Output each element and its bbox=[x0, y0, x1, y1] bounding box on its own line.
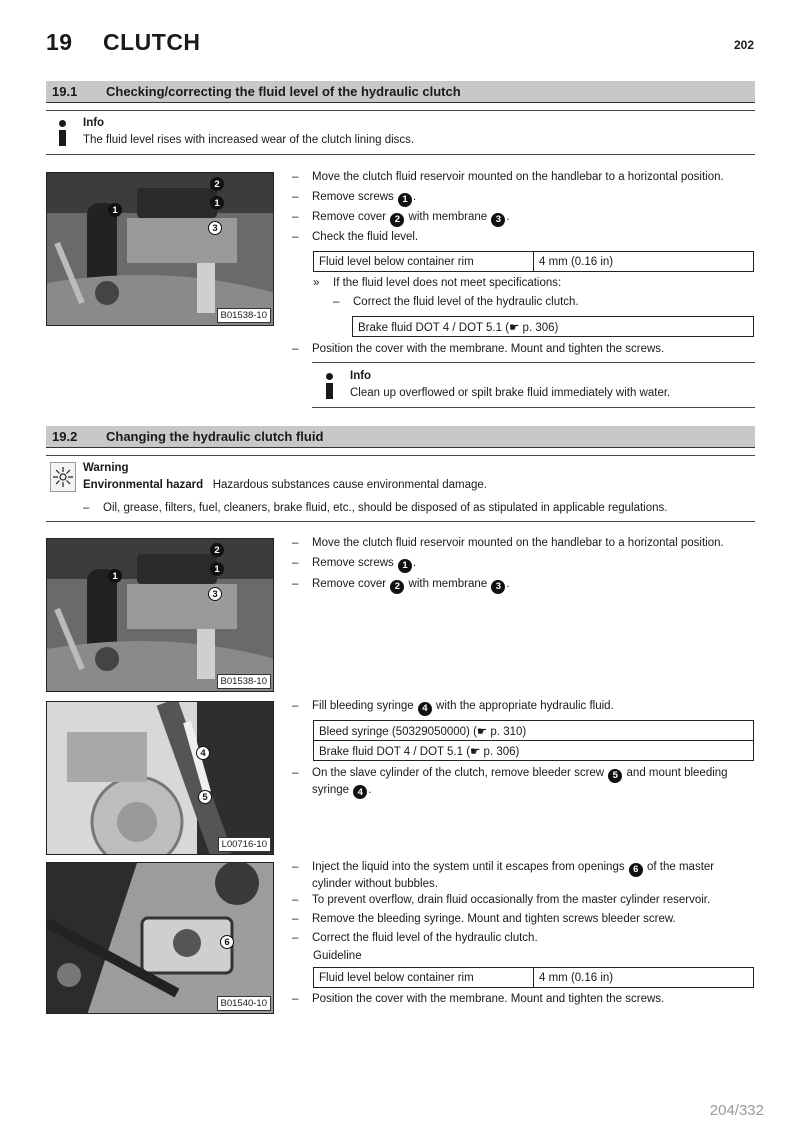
spec-label: Fluid level below container rim bbox=[314, 968, 534, 988]
info-icon bbox=[50, 117, 74, 147]
spec-bleed-syringe: Bleed syringe (50329050000) (☛ p. 310) bbox=[314, 721, 754, 741]
marker-2: 2 bbox=[390, 213, 404, 227]
info-title: Info bbox=[83, 117, 105, 129]
marker-1: 1 bbox=[398, 193, 412, 207]
divider bbox=[46, 521, 755, 522]
divider bbox=[312, 362, 755, 363]
photo-label: B01538-10 bbox=[217, 674, 271, 689]
info-icon bbox=[317, 370, 341, 400]
step-item: – On the slave cylinder of the clutch, remove bleeder screw 5 and mount bleeding syringe 4 . bbox=[292, 767, 728, 798]
divider bbox=[46, 110, 755, 111]
marker-2: 2 bbox=[210, 177, 224, 191]
photo-label: B01538-10 bbox=[217, 308, 271, 323]
marker-3: 3 bbox=[208, 587, 222, 601]
fluid-spec: Brake fluid DOT 4 / DOT 5.1 (☛ p. 306) bbox=[353, 317, 754, 337]
page-number: 202 bbox=[733, 38, 754, 52]
section-header-19-1 bbox=[46, 81, 755, 103]
marker-4: 4 bbox=[353, 785, 367, 799]
step-item: – To prevent overflow, drain fluid occasionally from the master cylinder reservoir. bbox=[292, 894, 711, 906]
photo-slave-cylinder bbox=[46, 701, 274, 855]
marker-4: 4 bbox=[418, 702, 432, 716]
warning-hazard-line: Environmental hazard Hazardous substances cause environmental damage. bbox=[83, 479, 487, 491]
marker-5: 5 bbox=[608, 769, 622, 783]
spec-value: 4 mm (0.16 in) bbox=[534, 968, 754, 988]
marker-1: 1 bbox=[108, 569, 122, 583]
marker-5: 5 bbox=[198, 790, 212, 804]
spec-table bbox=[313, 251, 754, 272]
marker-2: 2 bbox=[390, 580, 404, 594]
step-item: – Move the clutch fluid reservoir mounted on the handlebar to a horizontal position. bbox=[292, 171, 724, 183]
step-item: – Remove cover 2 with membrane 3 . bbox=[292, 211, 510, 225]
step-item: – Inject the liquid into the system until it escapes from openings 6 of the master cylinder without bubbles. bbox=[292, 861, 715, 890]
spec-table bbox=[313, 967, 754, 988]
divider bbox=[46, 455, 755, 456]
environment-hazard-icon bbox=[50, 462, 76, 492]
step-item: – Fill bleeding syringe 4 with the appropriate hydraulic fluid. bbox=[292, 700, 614, 714]
photo-label: L00716-10 bbox=[218, 837, 271, 852]
engine-illustration bbox=[47, 702, 274, 855]
tools-spec-table bbox=[313, 720, 754, 761]
spec-label: Fluid level below container rim bbox=[314, 252, 534, 272]
step-item: – Remove cover 2 with membrane 3 . bbox=[292, 578, 510, 592]
photo-clutch-reservoir-2 bbox=[46, 538, 274, 692]
marker-6: 6 bbox=[629, 863, 643, 877]
step-item: – Remove screws 1 . bbox=[292, 557, 417, 571]
step-item: – Check the fluid level. bbox=[292, 231, 419, 243]
marker-1: 1 bbox=[108, 203, 122, 217]
step-item: – Move the clutch fluid reservoir mounted on the handlebar to a horizontal position. bbox=[292, 537, 724, 549]
marker-3: 3 bbox=[491, 580, 505, 594]
section-title: Checking/correcting the fluid level of the hydraulic clutch bbox=[106, 84, 461, 99]
marker-3: 3 bbox=[491, 213, 505, 227]
master-cylinder-illustration bbox=[47, 863, 274, 1014]
divider bbox=[312, 407, 755, 408]
sub-step-item: – Correct the fluid level of the hydraulic clutch. bbox=[333, 296, 579, 308]
chapter-number: 19 bbox=[46, 29, 73, 55]
divider bbox=[46, 154, 755, 155]
section-number: 19.1 bbox=[52, 84, 78, 99]
section-title: Changing the hydraulic clutch fluid bbox=[106, 429, 324, 444]
spec-brake-fluid: Brake fluid DOT 4 / DOT 5.1 (☛ p. 306) bbox=[314, 741, 754, 761]
info-text: The fluid level rises with increased wear of the clutch lining discs. bbox=[83, 134, 415, 146]
step-item: – Remove the bleeding syringe. Mount and tighten screws bleeder screw. bbox=[292, 913, 676, 925]
marker-1: 1 bbox=[210, 196, 224, 210]
warning-item: – Oil, grease, filters, fuel, cleaners, brake fluid, etc., should be disposed of as stipulated in applicable regulations. bbox=[83, 502, 668, 514]
condition-item: » If the fluid level does not meet specifications: bbox=[313, 277, 562, 289]
info-text: Clean up overflowed or spilt brake fluid immediately with water. bbox=[350, 387, 671, 399]
chapter-title: CLUTCH bbox=[103, 29, 201, 55]
step-item: – Remove screws 1 . bbox=[292, 191, 417, 205]
marker-3: 3 bbox=[208, 221, 222, 235]
step-item: – Position the cover with the membrane. Mount and tighten the screws. bbox=[292, 343, 665, 355]
section-header-19-2 bbox=[46, 426, 755, 448]
photo-label: B01540-10 bbox=[217, 996, 271, 1011]
reservoir-illustration bbox=[47, 539, 274, 692]
marker-6: 6 bbox=[220, 935, 234, 949]
marker-1: 1 bbox=[398, 559, 412, 573]
step-item: – Correct the fluid level of the hydraulic clutch. bbox=[292, 932, 538, 944]
page-indicator: 204/332 bbox=[709, 1102, 764, 1119]
warning-title: Warning bbox=[83, 462, 129, 474]
marker-2: 2 bbox=[210, 543, 224, 557]
fluid-spec-table bbox=[352, 316, 754, 337]
reservoir-illustration bbox=[47, 173, 274, 326]
photo-master-cylinder bbox=[46, 862, 274, 1014]
guideline-label: Guideline bbox=[313, 950, 362, 962]
photo-clutch-reservoir bbox=[46, 172, 274, 326]
info-title: Info bbox=[350, 370, 372, 382]
marker-4: 4 bbox=[196, 746, 210, 760]
marker-1: 1 bbox=[210, 562, 224, 576]
section-number: 19.2 bbox=[52, 429, 78, 444]
spec-value: 4 mm (0.16 in) bbox=[534, 252, 754, 272]
step-item: – Position the cover with the membrane. Mount and tighten the screws. bbox=[292, 993, 665, 1005]
